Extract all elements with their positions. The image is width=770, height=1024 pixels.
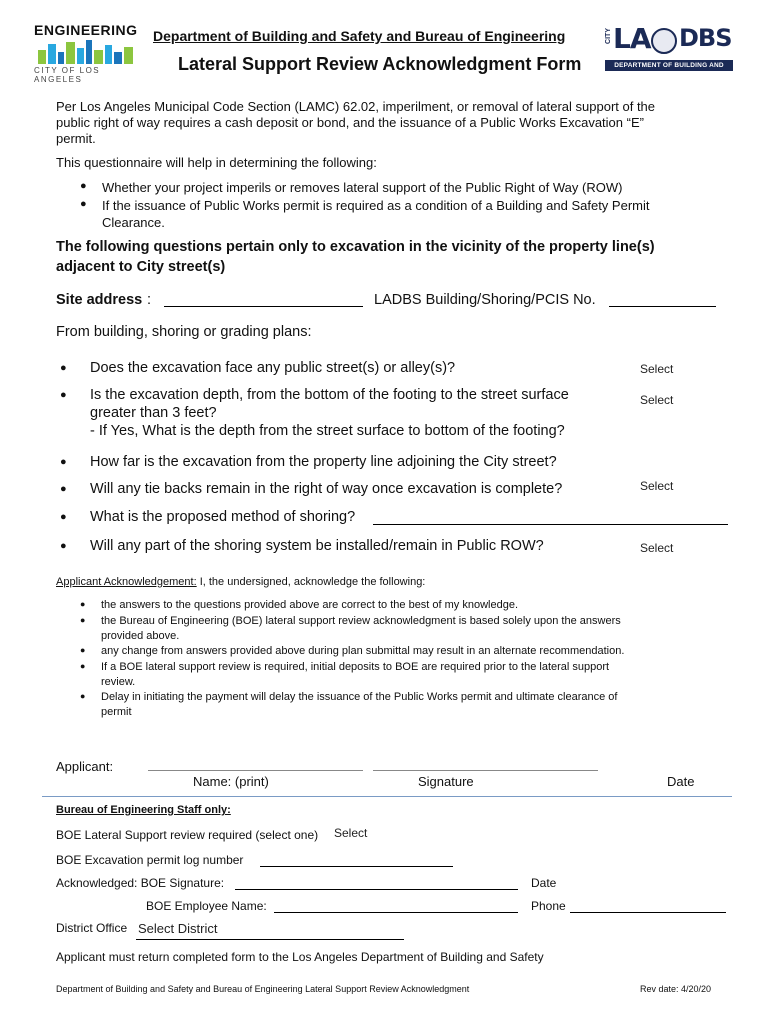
ack-bullet-5: Delay in initiating the payment will delay the issuance of the Public Works permit and ultimate clearance of bbox=[101, 691, 618, 703]
bullet-icon: ● bbox=[60, 389, 67, 401]
ladbs-department-bar: DEPARTMENT OF BUILDING AND SAFETY bbox=[605, 60, 733, 71]
revision-date: Rev date: 4/20/20 bbox=[640, 984, 712, 994]
log-number-label: BOE Excavation permit log number bbox=[56, 853, 244, 867]
name-print-label: Name: (print) bbox=[193, 774, 269, 789]
section-heading-line-2: adjacent to City street(s) bbox=[56, 259, 226, 275]
engineering-logo-title: ENGINEERING bbox=[34, 22, 138, 38]
q2-select[interactable]: Select bbox=[640, 393, 674, 407]
intro-line-3: permit. bbox=[56, 131, 96, 146]
review-required-label: BOE Lateral Support review required (select one) bbox=[56, 828, 319, 842]
bullet-icon: ● bbox=[80, 661, 86, 671]
site-address-field[interactable] bbox=[164, 306, 363, 307]
applicant-signature-field[interactable] bbox=[373, 770, 598, 771]
boe-employee-field[interactable] bbox=[274, 912, 518, 913]
form-title: Lateral Support Review Acknowledgment Form bbox=[178, 54, 582, 74]
boe-signature-label: Acknowledged: BOE Signature: bbox=[56, 876, 225, 890]
ladbs-city-text: CITY bbox=[605, 28, 612, 44]
bullet-icon: ● bbox=[60, 362, 67, 374]
question-street-facing: Does the excavation face any public street(s) or alley(s)? bbox=[90, 360, 456, 376]
boe-employee-label: BOE Employee Name: bbox=[146, 899, 267, 913]
bullet-icon: ● bbox=[80, 198, 87, 210]
bullet-icon: ● bbox=[60, 483, 67, 495]
district-office-select[interactable]: Select District bbox=[138, 921, 218, 936]
applicant-name-field[interactable] bbox=[148, 770, 363, 771]
ack-bullet-2: the Bureau of Engineering (BOE) lateral support review acknowledgment is based solely upon the answers bbox=[101, 615, 621, 627]
applicant-label: Applicant: bbox=[56, 759, 114, 774]
permit-number-field[interactable] bbox=[609, 306, 716, 307]
q1-select[interactable]: Select bbox=[640, 362, 674, 376]
ack-bullet-4: If a BOE lateral support review is required, initial deposits to BOE are required prior to the lateral support bbox=[101, 661, 610, 673]
ladbs-logo bbox=[605, 22, 735, 80]
ack-bullet-1: the answers to the questions provided above are correct to the best of my knowledge. bbox=[101, 599, 519, 611]
bullet-icon: ● bbox=[60, 540, 67, 552]
intro-bullet-1: Whether your project imperils or removes lateral support of the Public Right of Way (ROW) bbox=[102, 180, 623, 195]
bullet-icon: ● bbox=[80, 691, 86, 701]
intro-bullet-2: If the issuance of Public Works permit is required as a condition of a Building and Safety Permit bbox=[102, 198, 650, 213]
engineering-logo-city: CITY OF LOS ANGELES bbox=[34, 66, 101, 84]
question-depth-line-2: greater than 3 feet? bbox=[90, 405, 217, 421]
question-depth-line-3: - If Yes, What is the depth from the street surface to bottom of the footing? bbox=[90, 423, 565, 439]
intro-bullet-2-cont: Clearance. bbox=[102, 215, 165, 230]
ack-bullet-5-cont: permit bbox=[101, 706, 132, 718]
site-address-label: Site address bbox=[56, 292, 143, 308]
question-shoring-row: Will any part of the shoring system be installed/remain in Public ROW? bbox=[90, 538, 544, 554]
intro-line-2: public right of way requires a cash deposit or bond, and the issuance of a Public Works Excavation “E” bbox=[56, 115, 644, 130]
district-office-underline bbox=[136, 939, 404, 940]
phone-label: Phone bbox=[531, 899, 566, 913]
q4-select[interactable]: Select bbox=[640, 479, 674, 493]
date-label: Date bbox=[667, 774, 695, 789]
department-title: Department of Building and Safety and Bureau of Engineering bbox=[153, 28, 566, 44]
permit-number-label: LADBS Building/Shoring/PCIS No. bbox=[374, 292, 596, 308]
bullet-icon: ● bbox=[80, 645, 86, 655]
log-number-field[interactable] bbox=[260, 866, 453, 867]
bullet-icon: ● bbox=[80, 599, 86, 609]
question-tie-backs: Will any tie backs remain in the right of way once excavation is complete? bbox=[90, 481, 563, 497]
boe-signature-field[interactable] bbox=[235, 889, 518, 890]
ack-bullet-3: any change from answers provided above during plan submittal may result in an alternate recommendation. bbox=[101, 645, 625, 657]
signature-label: Signature bbox=[418, 774, 474, 789]
city-skyline-icon bbox=[38, 40, 134, 64]
footer-text: Department of Building and Safety and Bureau of Engineering Lateral Support Review Acknowledgment bbox=[56, 984, 470, 994]
return-note: Applicant must return completed form to the Los Angeles Department of Building and Safety bbox=[56, 950, 544, 964]
engineering-logo bbox=[34, 22, 138, 84]
bullet-icon: ● bbox=[80, 615, 86, 625]
acknowledgement-intro bbox=[56, 575, 425, 590]
q6-select[interactable]: Select bbox=[640, 541, 674, 555]
ack-bullet-4-cont: review. bbox=[101, 676, 136, 688]
district-office-label: District Office bbox=[56, 921, 128, 935]
bullet-icon: ● bbox=[80, 180, 87, 192]
ack-bullet-2-cont: provided above. bbox=[101, 630, 180, 642]
ladbs-dbs-text: DBS bbox=[679, 24, 732, 52]
review-required-select[interactable]: Select bbox=[334, 826, 368, 840]
staff-date-label: Date bbox=[531, 876, 557, 890]
bullet-icon: ● bbox=[60, 511, 67, 523]
intro-line-1: Per Los Angeles Municipal Code Section (LAMC) 62.02, imperilment, or removal of lateral support of the bbox=[56, 99, 656, 114]
acknowledgement-text: I, the undersigned, acknowledge the following: bbox=[196, 576, 426, 588]
phone-field[interactable] bbox=[570, 912, 726, 913]
bullet-icon: ● bbox=[60, 456, 67, 468]
city-seal-icon bbox=[651, 28, 677, 54]
plans-label: From building, shoring or grading plans: bbox=[56, 324, 312, 340]
questionnaire-text: This questionnaire will help in determining the following: bbox=[56, 155, 377, 170]
section-heading-line-1: The following questions pertain only to excavation in the vicinity of the property line(s) bbox=[56, 239, 655, 255]
staff-only-heading: Bureau of Engineering Staff only: bbox=[56, 804, 231, 816]
site-address-colon: : bbox=[147, 292, 152, 308]
ladbs-la-text: LA bbox=[613, 22, 651, 55]
question-shoring-method: What is the proposed method of shoring? bbox=[90, 509, 356, 525]
question-depth-line-1: Is the excavation depth, from the bottom of the footing to the street surface bbox=[90, 387, 569, 403]
question-distance: How far is the excavation from the property line adjoining the City street? bbox=[90, 454, 557, 470]
shoring-method-field[interactable] bbox=[373, 524, 728, 525]
section-divider bbox=[42, 796, 732, 797]
acknowledgement-label: Applicant Acknowledgement: bbox=[56, 576, 197, 588]
